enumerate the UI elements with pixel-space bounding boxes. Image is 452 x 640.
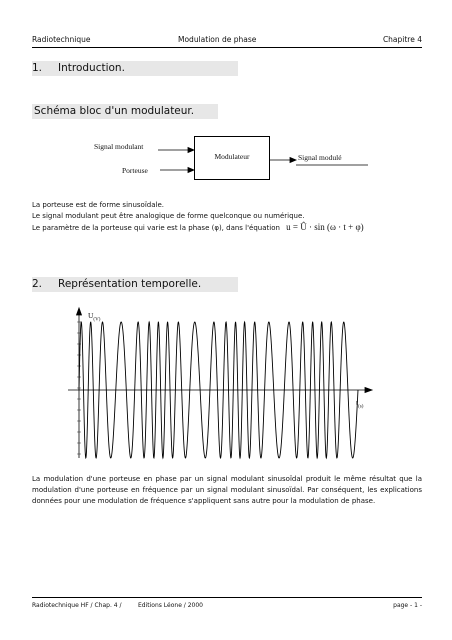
footer-right: page - 1 - <box>393 602 422 609</box>
input-porteuse-label: Porteuse <box>122 166 148 175</box>
x-axis-arrowhead <box>365 388 372 393</box>
conclusion-paragraph: La modulation d'une porteuse en phase par un signal modulant sinusoïdal produit le même résultat que la modulation d'une porteuse en fréquence par un signal modulant sinusoïdal. Par conséquent, les explications données pour une modulation de fréquence s'appliquent sans autre pour la modulation de phase. <box>32 475 422 505</box>
x-axis-symbol: t <box>356 398 359 407</box>
section-2-number: 2. <box>32 278 43 290</box>
block-diagram-heading: Schéma bloc d'un modulateur. <box>32 104 218 119</box>
footer-rule <box>32 597 422 598</box>
header-center: Modulation de phase <box>178 35 257 44</box>
x-axis-unit: (s) <box>358 404 364 410</box>
intro-line-3-text: Le paramètre de la porteuse qui varie est la phase (φ), dans l'équation <box>32 224 280 232</box>
input-signal-modulant-label: Signal modulant <box>94 142 144 151</box>
y-axis-arrowhead <box>77 308 82 315</box>
y-axis-unit: (V) <box>93 317 101 323</box>
intro-line-1: La porteuse est de forme sinusoïdale. <box>32 201 164 209</box>
section-1-number: 1. <box>32 62 43 74</box>
intro-line-2: Le signal modulant peut être analogique de forme quelconque ou numérique. <box>32 212 305 220</box>
output-label: Signal modulé <box>298 153 342 162</box>
section-1-title: Introduction. <box>58 62 125 74</box>
phase-equation: u = Û · sin (ω · t + φ) <box>286 222 364 232</box>
header-right: Chapitre 4 <box>382 35 422 44</box>
header-left: Radiotechnique <box>32 35 91 44</box>
y-axis-symbol: U <box>88 311 94 320</box>
section-2-title: Représentation temporelle. <box>58 278 202 290</box>
footer-center: Editions Léone / 2000 <box>138 602 203 609</box>
footer-left: Radiotechnique HF / Chap. 4 / <box>32 602 122 609</box>
modulator-label: Modulateur <box>214 152 250 161</box>
